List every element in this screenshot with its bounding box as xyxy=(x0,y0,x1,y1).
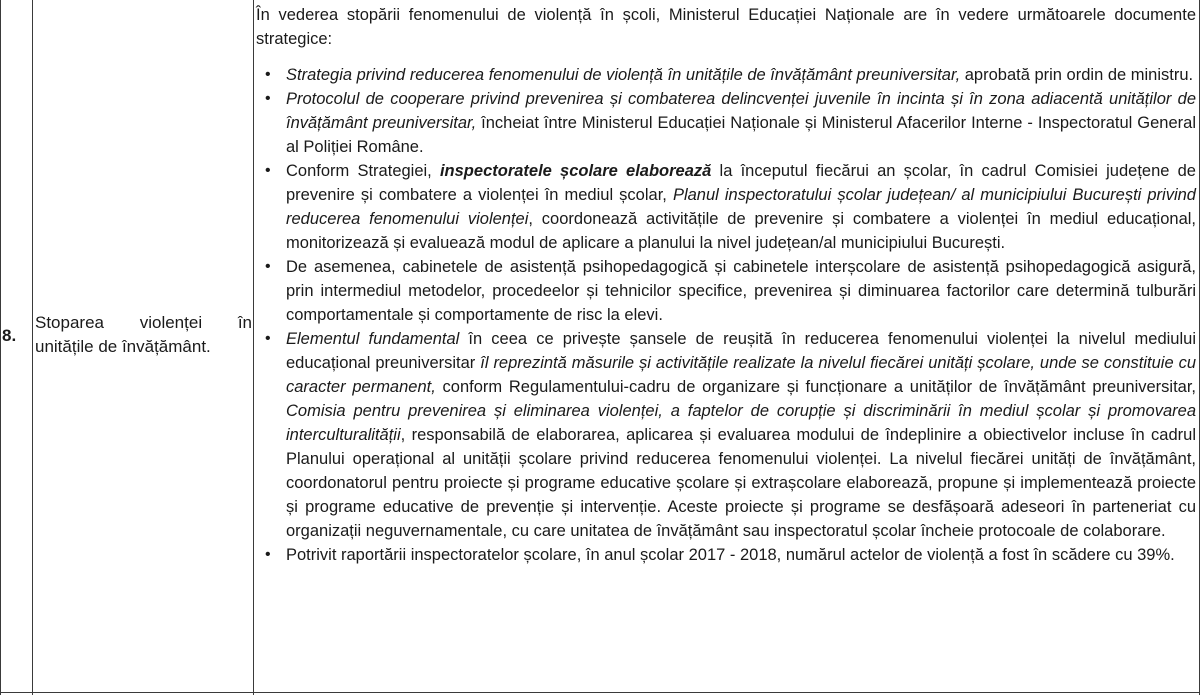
list-item xyxy=(286,543,1196,567)
row-content xyxy=(256,3,1196,567)
text: , responsabilă de elaborarea, aplicarea și evaluarea modului de îndeplinire a obiectivelor incluse în cadrul Planului operațional al unității școlare privind reducerea fenomenului violenței. La nivelul fiecărei unități de învățământ, coordonatorul pentru proiecte și programe educative școlare și extrașcolare elaborează, propune și implementează proiecte și programe educative de prevenție și intervenție. Aceste proiecte și programe se desfășoară adeseori în parteneriat cu organizații neguvernamentale, cu care unitatea de învățământ sau inspectoratul școlar încheie protocoale de colaborare. xyxy=(286,426,1196,540)
list-item xyxy=(286,87,1196,159)
list-item xyxy=(286,327,1196,543)
intro-paragraph: În vederea stopării fenomenului de violență în școli, Ministerul Educației Naționale are în vedere următoarele documente strategice: xyxy=(256,6,1196,48)
subject-word: în xyxy=(237,313,252,332)
table-border-col1 xyxy=(32,0,33,695)
subject-line-1 xyxy=(35,311,252,335)
table-row-border-bottom xyxy=(0,692,1200,693)
list-item xyxy=(286,159,1196,255)
text: De asemenea, cabinetele de asistență psihopedagogică și cabinetele interșcolare de asistență psihopedagogică asigură, prin intermediul metodelor, procedeelor și tehnicilor specifice, prevenirea și diminuarea factorilor care determină tulburări comportamentale și comportamente de risc la elevi. xyxy=(286,258,1196,324)
list-item xyxy=(286,63,1196,87)
subject-word: violenței xyxy=(139,313,203,332)
text: la începutul fiecărui an școlar, în cadrul Comisiei județene de prevenire și combatere a violenței în mediul școlar, xyxy=(286,162,1196,204)
italic-text: Planul inspectoratului școlar județean/ al municipiului București privind reducerea fenomenului violenței xyxy=(286,186,1196,228)
row-subject xyxy=(35,311,252,359)
text: încheiat între Ministerul Educației Naționale și Ministerul Afacerilor Interne - Inspectoratul General al Poliției Române. xyxy=(286,114,1196,156)
italic-text: Protocolul de cooperare privind prevenirea și combaterea delincvenței juvenile în incinta și în zona adiacentă unităților de învățământ preuniversitar, xyxy=(286,90,1196,132)
text: , coordonează activitățile de prevenire și combatere a violenței în mediul educațional, monitorizează și evaluează modul de aplicare a planului la nivel județean/al municipiului București. xyxy=(286,210,1196,252)
text: aprobată prin ordin de ministru. xyxy=(960,66,1194,84)
text: în ceea ce privește șansele de reușită în reducerea fenomenului violenței la nivelul mediului educațional preuniversitar xyxy=(286,330,1196,372)
italic-text: Strategia privind reducerea fenomenului de violență în unitățile de învățământ preuniversitar, xyxy=(286,66,961,84)
italic-text: Elementul fundamental xyxy=(286,330,460,348)
italic-text: Comisia pentru prevenirea și eliminarea violenței, a faptelor de corupție și discriminării în mediul școlar și promovarea interculturalității xyxy=(286,402,1196,444)
subject-word: Stoparea xyxy=(35,313,104,332)
text: conform Regulamentului-cadru de organizare și funcționare a unităților de învățământ preuniversitar, xyxy=(435,378,1196,396)
table-border-left xyxy=(0,0,1,695)
text: Conform Strategiei, xyxy=(286,162,440,180)
text: Potrivit raportării inspectoratelor școlare, în anul școlar 2017 - 2018, numărul actelor de violență a fost în scădere cu 39%. xyxy=(286,546,1175,564)
bold-italic-text: inspectoratele școlare elaborează xyxy=(439,162,712,180)
row-number: 8. xyxy=(2,326,17,345)
list-item xyxy=(286,255,1196,327)
measures-list xyxy=(256,63,1196,567)
italic-text: îl reprezintă măsurile și activitățile realizate la nivelul fiecărei unități școlare, unde se constituie cu caracter permanent, xyxy=(286,354,1196,396)
table-border-col2 xyxy=(253,0,254,695)
subject-line-2: unitățile de învățământ. xyxy=(35,337,211,356)
